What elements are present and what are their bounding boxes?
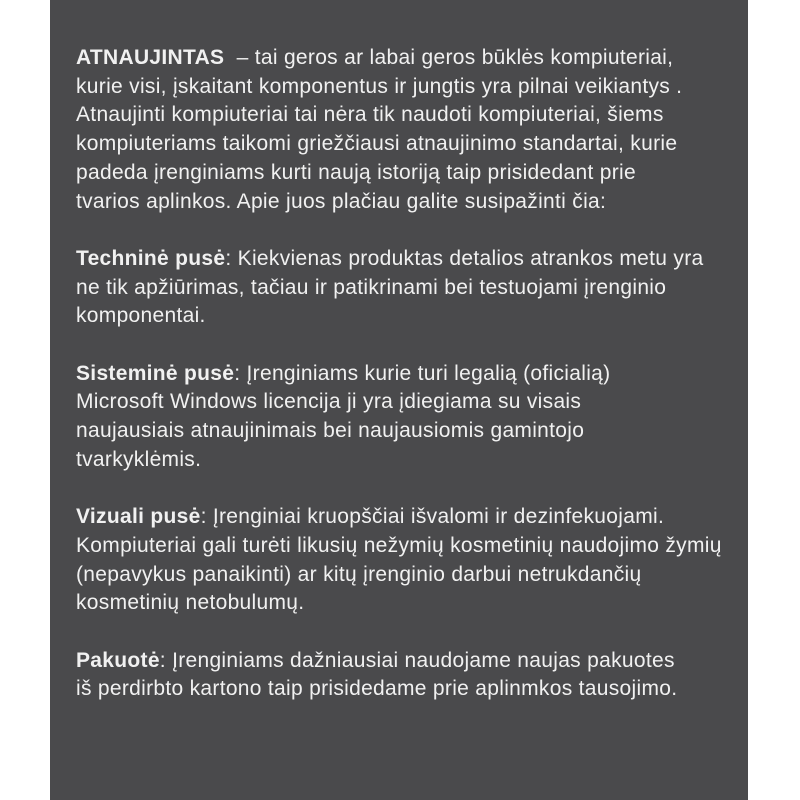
text-line [76, 589, 732, 618]
text-line [76, 73, 732, 102]
paragraph-sistemine-puse [76, 360, 732, 475]
paragraph-intro [76, 44, 732, 216]
text-line [76, 647, 732, 676]
text-line [76, 388, 732, 417]
line-text: kurie visi, įskaitant komponentus ir jungtis yra pilnai veikiantys . [76, 74, 683, 98]
text-line [76, 130, 732, 159]
paragraph-lead: Pakuotė [76, 648, 160, 672]
line-text: – tai geros ar labai geros būklės kompiuteriai, [224, 46, 674, 69]
text-line [76, 44, 732, 73]
line-text: (nepavykus panaikinti) ar kitų įrenginio darbui netrukdančių [76, 562, 642, 586]
text-line [76, 360, 732, 389]
description-panel [50, 0, 748, 800]
paragraph-lead: ATNAUJINTAS [76, 46, 225, 69]
text-line [76, 561, 732, 590]
line-text: iš perdirbto kartono taip prisidedame prie aplinmkos tausojimo. [76, 677, 678, 701]
text-line [76, 503, 732, 532]
text-line [76, 417, 732, 446]
line-text: Kompiuteriai gali turėti likusių nežymių kosmetinių naudojimo žymių [76, 533, 722, 557]
line-text: : Kiekvienas produktas detalios atrankos metu yra [225, 246, 704, 270]
line-text: padeda įrenginiams kurti naują istoriją taip prisidedant prie [76, 160, 636, 184]
paragraph-lead: Techninė pusė [76, 246, 226, 270]
line-text: ne tik apžiūrimas, tačiau ir patikrinami bei testuojami įrenginio [76, 275, 667, 299]
line-text: komponentai. [76, 304, 206, 328]
paragraph-technine-puse [76, 245, 732, 331]
text-line [76, 188, 732, 217]
refurbished-description-text [50, 0, 748, 704]
text-line [76, 532, 732, 561]
paragraph-vizuali-puse [76, 503, 732, 618]
line-text: : Įrenginiams dažniausiai naudojame naujas pakuotes [159, 648, 675, 672]
text-line [76, 245, 732, 274]
text-line [76, 274, 732, 303]
line-text: Microsoft Windows licencija ji yra įdiegiama su visais [76, 390, 582, 414]
paragraph-lead: Vizuali pusė [76, 505, 201, 529]
text-line [76, 159, 732, 188]
line-text: Atnaujinti kompiuteriai tai nėra tik naudoti kompiuteriai, šiems [76, 103, 664, 127]
text-line [76, 446, 732, 475]
paragraph-lead: Sisteminė pusė [76, 361, 235, 385]
line-text: tvarios aplinkos. Apie juos plačiau galite susipažinti čia: [76, 189, 607, 213]
text-line [76, 302, 732, 331]
line-text: : Įrenginiai kruopščiai išvalomi ir dezinfekuojami. [200, 505, 665, 529]
paragraph-pakuote [76, 647, 732, 704]
text-line [76, 101, 732, 130]
line-text: kompiuteriams taikomi griežčiausi atnaujinimo standartai, kurie [76, 132, 678, 156]
text-line [76, 675, 732, 704]
line-text: naujausiais atnaujinimais bei naujausiomis gamintojo [76, 419, 585, 443]
line-text: kosmetinių netobulumų. [76, 591, 305, 615]
line-text: tvarkyklėmis. [76, 447, 202, 471]
line-text: : Įrenginiams kurie turi legalią (oficialią) [234, 361, 611, 385]
